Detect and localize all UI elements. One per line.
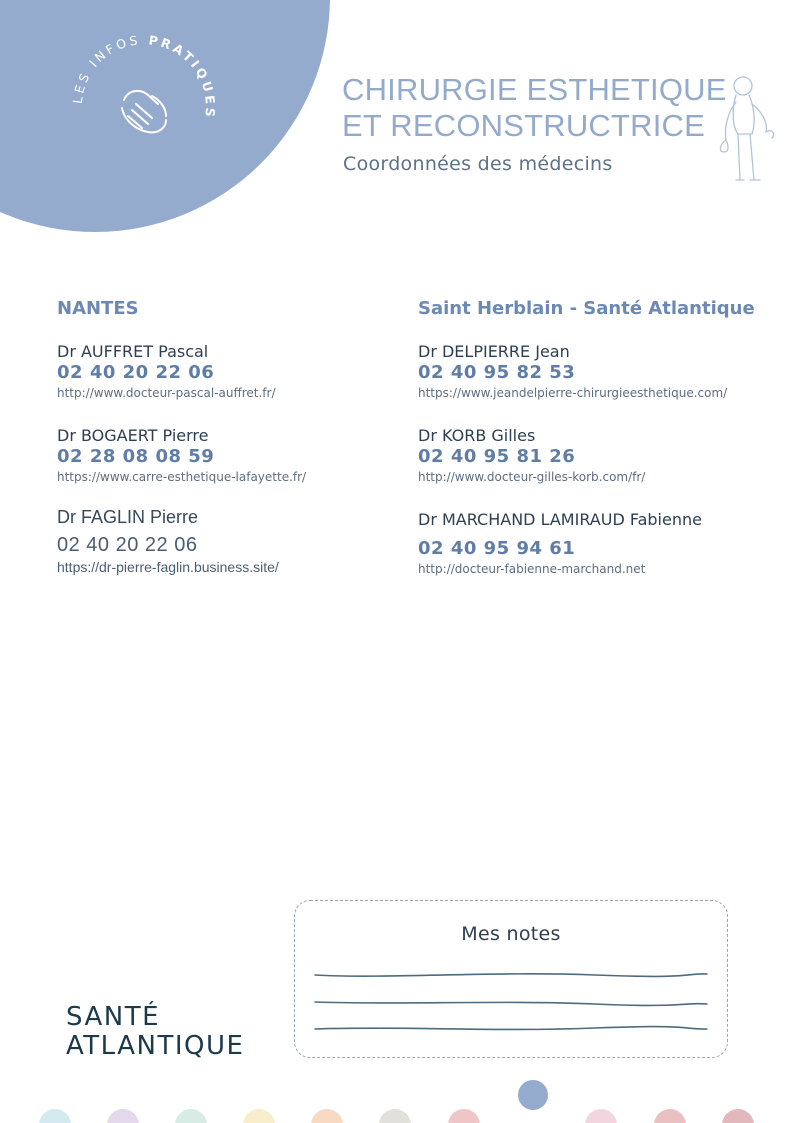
doctor-website-link[interactable]: https://dr-pierre-faglin.business.site/ [57,559,279,575]
infos-pratiques-badge [0,0,330,230]
badge-text-pratiques: PRATIQUES [147,32,219,121]
notes-box[interactable] [294,900,728,1058]
decor-dot [518,1080,548,1110]
note-line [315,974,707,977]
decor-dot [39,1109,71,1123]
logo-line-1: SANTÉ [66,1002,161,1032]
sante-atlantique-logo [66,1003,244,1061]
decor-dot [243,1109,275,1123]
doctor-entry [418,342,727,400]
doctor-phone[interactable]: 02 40 95 94 61 [418,538,576,559]
page-title [342,72,727,144]
doctor-phone[interactable]: 02 40 95 82 53 [418,362,576,383]
nantes-column [57,298,307,575]
doctor-entry [418,510,702,576]
note-line [315,1002,707,1005]
note-line [315,1027,707,1030]
decor-dot [107,1109,139,1123]
color-dots-footer [0,1075,794,1123]
doctor-website-link[interactable]: http://docteur-fabienne-marchand.net [418,562,646,576]
decor-dot [175,1109,207,1123]
logo-line-2: ATLANTIQUE [66,1031,245,1061]
doctor-name: Dr DELPIERRE Jean [418,342,570,361]
doctor-entry [418,426,645,484]
doctor-phone[interactable]: 02 28 08 08 59 [57,446,215,467]
saint-herblain-column [418,298,755,576]
decor-dot [448,1109,480,1123]
city-heading-saint-herblain: Saint Herblain - Santé Atlantique [418,298,755,319]
decor-dot [379,1109,411,1123]
badge-text-infos: LES INFOS [69,32,142,105]
doctor-phone[interactable]: 02 40 95 81 26 [418,446,576,467]
notes-title: Mes notes [461,923,561,945]
doctor-name: Dr AUFFRET Pascal [57,342,209,361]
decor-dot [311,1109,343,1123]
decor-dot [585,1109,617,1123]
city-heading-nantes: NANTES [57,298,139,319]
person-illustration [716,72,776,187]
svg-text:LES INFOS PRATIQ [70,32,218,120]
doctor-entry [57,342,276,400]
doctor-name: Dr KORB Gilles [418,426,536,445]
doctor-name: Dr MARCHAND LAMIRAUD Fabienne [418,510,702,529]
doctor-website-link[interactable]: https://www.jeandelpierre-chirurgieesthetique.com/ [418,386,728,400]
doctor-name: Dr BOGAERT Pierre [57,426,209,445]
doctor-phone[interactable]: 02 40 20 22 06 [57,534,198,556]
title-line-2: ET RECONSTRUCTRICE [342,108,705,143]
doctor-name: Dr FAGLIN Pierre [57,507,199,527]
doctor-website-link[interactable]: http://www.docteur-pascal-auffret.fr/ [57,386,276,400]
title-line-1: CHIRURGIE ESTHETIQUE [342,72,727,107]
decor-dot [722,1109,754,1123]
doctor-entry [57,507,279,575]
decor-dot [654,1109,686,1123]
doctor-entry [57,426,306,484]
handshake-icon [122,91,166,133]
doctor-website-link[interactable]: http://www.docteur-gilles-korb.com/fr/ [418,470,646,484]
doctor-website-link[interactable]: https://www.carre-esthetique-lafayette.fr/ [57,470,307,484]
doctor-phone[interactable]: 02 40 20 22 06 [57,362,215,383]
page-subtitle: Coordonnées des médecins [343,153,613,175]
